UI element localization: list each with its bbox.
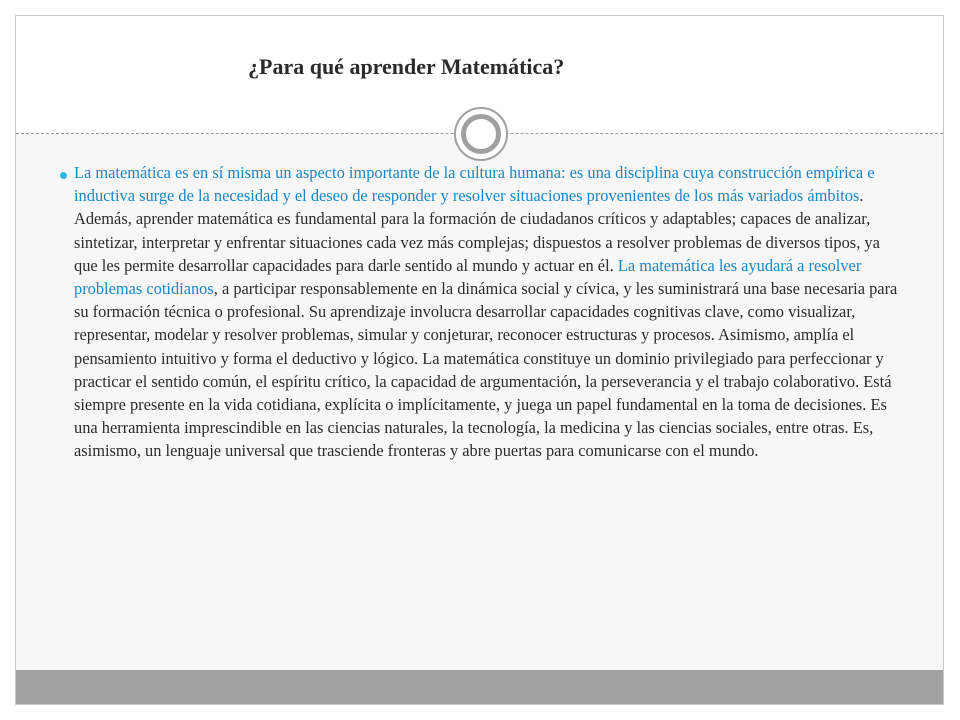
body-text-4: , a participar responsablemente en la dinámica social y cívica, y les suministrará una base necesaria para su formación técnica o profesional. Su aprendizaje involucra desarrollar capacidades cognitivas clave, como visualizar, representar, modelar y resolver problemas, simular y conjeturar, reconocer estructuras y procesos. Asimismo, amplía el pensamiento intuitivo y forma el deductivo y lógico. La matemática constituye un dominio privilegiado para perfeccionar y practicar el sentido común, el espíritu crítico, la capacidad de argumentación, la perseverancia y el trabajo colaborativo. Está siempre presente en la vida cotidiana, explícita o implícitamente, y juega un papel fundamental en la toma de decisiones. Es una herramienta imprescindible en las ciencias naturales, la tecnología, la medicina y las ciencias sociales, entre otras. Es, asimismo, un lenguaje universal que trasciende fronteras y abre puertas para comunicarse con el mundo. (74, 279, 898, 461)
footer-bar (16, 670, 943, 704)
body-text-2: . Además, aprender matemática es fundamental para la formación de ciudadanos críticos y adaptables; capaces de analizar, sintetizar, interpretar y enfrentar situaciones cada vez más complejas; dispuestos a resolver problemas de diversos tipos, ya que les permite desarrollar capacidades para darle sentido al mundo y actuar en él. (74, 186, 880, 275)
circle-ornament-icon (453, 106, 509, 162)
bullet-dot-icon (60, 172, 67, 179)
slide-title: ¿Para qué aprender Matemática? (248, 54, 565, 79)
highlight-text-2: La matemática les ayudará a resolver problemas cotidianos (74, 255, 862, 299)
slide (15, 15, 944, 705)
highlight-text-1: La matemática es en sí misma un aspecto importante de la cultura humana: es una disciplina cuya construcción empírica e inductiva surge de la necesidad y el deseo de responder y resolver situaciones provenientes de los más variados ámbitos (74, 163, 875, 206)
body-paragraph (74, 161, 902, 463)
